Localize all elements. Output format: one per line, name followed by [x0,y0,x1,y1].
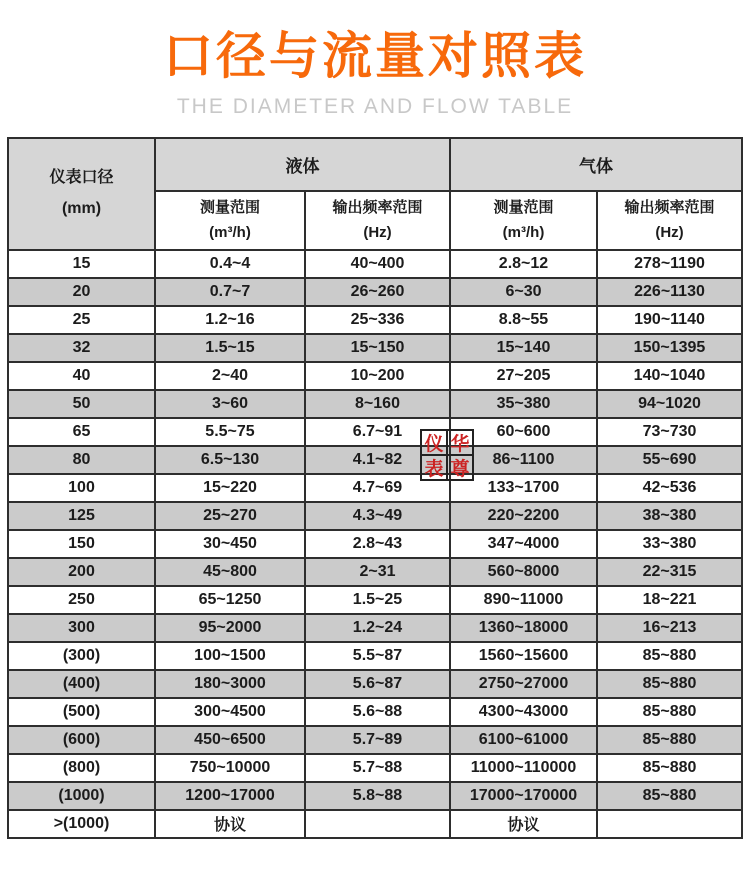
gas-range-cell: 1360~18000 [450,614,597,642]
liquid-range-cell: 0.4~4 [155,250,305,278]
gas-freq-cell: 85~880 [597,726,742,754]
diameter-cell: 40 [8,362,155,390]
liquid-freq-cell: 4.1~82 [305,446,450,474]
liquid-range-cell: 1.5~15 [155,334,305,362]
gas-range-cell: 1560~15600 [450,642,597,670]
liquid-range-cell: 95~2000 [155,614,305,642]
gas-freq-cell: 85~880 [597,754,742,782]
liquid-range-cell: 2~40 [155,362,305,390]
liquid-range-cell: 30~450 [155,530,305,558]
diameter-cell: 100 [8,474,155,502]
liquid-range-header: 测量范围 (m³/h) [155,191,305,250]
liquid-freq-cell: 5.6~87 [305,670,450,698]
table-row [8,530,742,558]
diameter-cell: >(1000) [8,810,155,838]
diameter-cell: 150 [8,530,155,558]
gas-freq-cell: 150~1395 [597,334,742,362]
gas-range-cell: 2.8~12 [450,250,597,278]
diameter-cell: 250 [8,586,155,614]
table-row [8,362,742,390]
diameter-cell: 65 [8,418,155,446]
gas-freq-cell: 140~1040 [597,362,742,390]
liquid-range-cell: 6.5~130 [155,446,305,474]
watermark-char: 表 [420,454,448,481]
gas-range-cell: 2750~27000 [450,670,597,698]
gas-freq-header: 输出频率范围 (Hz) [597,191,742,250]
diameter-cell: (300) [8,642,155,670]
table-body [8,250,742,838]
gas-freq-cell: 278~1190 [597,250,742,278]
gas-range-cell: 35~380 [450,390,597,418]
diameter-label: 仪表口径 [49,169,114,187]
gas-range-cell: 27~205 [450,362,597,390]
liquid-range-cell: 100~1500 [155,642,305,670]
liquid-range-cell: 65~1250 [155,586,305,614]
table-row [8,390,742,418]
liquid-freq-cell: 5.5~87 [305,642,450,670]
diameter-cell: 15 [8,250,155,278]
gas-range-cell: 6~30 [450,278,597,306]
liquid-freq-cell: 2~31 [305,558,450,586]
gas-freq-cell: 22~315 [597,558,742,586]
gas-freq-cell: 38~380 [597,502,742,530]
table-row [8,586,742,614]
liquid-range-cell: 1.2~16 [155,306,305,334]
watermark-char: 华 [446,429,474,456]
gas-freq-cell: 85~880 [597,670,742,698]
liquid-freq-cell: 1.2~24 [305,614,450,642]
liquid-range-cell: 300~4500 [155,698,305,726]
diameter-cell: 200 [8,558,155,586]
page-title: 口径与流量对照表 [163,28,587,84]
diameter-cell: 300 [8,614,155,642]
liquid-freq-cell: 1.5~25 [305,586,450,614]
table-row [8,754,742,782]
diameter-cell: 20 [8,278,155,306]
diameter-unit: (mm) [61,199,102,217]
diameter-flow-table [7,137,743,839]
watermark-char: 尊 [446,454,474,481]
gas-range-cell: 17000~170000 [450,782,597,810]
liquid-freq-cell: 5.6~88 [305,698,450,726]
gas-range-cell: 4300~43000 [450,698,597,726]
table-row [8,642,742,670]
table-row [8,418,742,446]
page-subtitle: THE DIAMETER AND FLOW TABLE [176,94,574,118]
liquid-range-cell: 45~800 [155,558,305,586]
gas-range-cell: 133~1700 [450,474,597,502]
gas-range-cell: 8.8~55 [450,306,597,334]
liquid-freq-cell [305,810,450,838]
liquid-freq-header: 输出频率范围 (Hz) [305,191,450,250]
liquid-range-cell: 180~3000 [155,670,305,698]
gas-freq-cell: 85~880 [597,642,742,670]
diameter-cell: (400) [8,670,155,698]
table-row [8,446,742,474]
watermark-char: 仪 [420,429,448,456]
table-row [8,558,742,586]
gas-freq-cell: 85~880 [597,698,742,726]
liquid-range-cell: 450~6500 [155,726,305,754]
diameter-cell: (800) [8,754,155,782]
table-row [8,782,742,810]
liquid-freq-cell: 4.3~49 [305,502,450,530]
gas-range-cell: 11000~110000 [450,754,597,782]
page-header [0,0,750,119]
gas-range-cell: 890~11000 [450,586,597,614]
table-row [8,670,742,698]
gas-range-cell: 86~1100 [450,446,597,474]
gas-freq-cell: 85~880 [597,782,742,810]
diameter-cell: 80 [8,446,155,474]
gas-freq-cell: 55~690 [597,446,742,474]
liquid-freq-cell: 15~150 [305,334,450,362]
gas-freq-cell: 190~1140 [597,306,742,334]
table-row [8,502,742,530]
diameter-column-header [8,138,155,250]
diameter-cell: 32 [8,334,155,362]
liquid-freq-cell: 2.8~43 [305,530,450,558]
diameter-cell: (600) [8,726,155,754]
gas-freq-cell [597,810,742,838]
gas-freq-cell: 226~1130 [597,278,742,306]
gas-range-cell: 347~4000 [450,530,597,558]
liquid-freq-cell: 5.8~88 [305,782,450,810]
gas-freq-cell: 18~221 [597,586,742,614]
liquid-range-cell: 协议 [155,810,305,838]
liquid-freq-cell: 8~160 [305,390,450,418]
gas-range-header: 测量范围 (m³/h) [450,191,597,250]
table-row [8,334,742,362]
liquid-range-cell: 15~220 [155,474,305,502]
liquid-freq-cell: 26~260 [305,278,450,306]
liquid-freq-cell: 4.7~69 [305,474,450,502]
diameter-cell: 50 [8,390,155,418]
gas-range-cell: 220~2200 [450,502,597,530]
gas-freq-cell: 94~1020 [597,390,742,418]
liquid-range-cell: 25~270 [155,502,305,530]
diameter-cell: (1000) [8,782,155,810]
gas-range-cell: 6100~61000 [450,726,597,754]
liquid-range-cell: 1200~17000 [155,782,305,810]
liquid-range-cell: 750~10000 [155,754,305,782]
table-row [8,726,742,754]
table-header [8,138,742,250]
diameter-cell: (500) [8,698,155,726]
gas-range-cell: 协议 [450,810,597,838]
table-row [8,306,742,334]
diameter-cell: 125 [8,502,155,530]
table-row [8,698,742,726]
gas-group-header: 气体 [450,138,742,191]
gas-freq-cell: 33~380 [597,530,742,558]
diameter-cell: 25 [8,306,155,334]
liquid-freq-cell: 5.7~88 [305,754,450,782]
liquid-range-cell: 5.5~75 [155,418,305,446]
watermark-stamp [421,430,473,480]
gas-range-cell: 560~8000 [450,558,597,586]
liquid-freq-cell: 25~336 [305,306,450,334]
table-row [8,474,742,502]
gas-freq-cell: 16~213 [597,614,742,642]
liquid-freq-cell: 10~200 [305,362,450,390]
liquid-group-header: 液体 [155,138,450,191]
liquid-range-cell: 3~60 [155,390,305,418]
gas-freq-cell: 73~730 [597,418,742,446]
liquid-freq-cell: 5.7~89 [305,726,450,754]
table-row [8,278,742,306]
gas-freq-cell: 42~536 [597,474,742,502]
table-row [8,810,742,838]
header-group-row [8,138,742,191]
liquid-freq-cell: 40~400 [305,250,450,278]
gas-range-cell: 60~600 [450,418,597,446]
table-row [8,250,742,278]
liquid-freq-cell: 6.7~91 [305,418,450,446]
liquid-range-cell: 0.7~7 [155,278,305,306]
table-row [8,614,742,642]
gas-range-cell: 15~140 [450,334,597,362]
